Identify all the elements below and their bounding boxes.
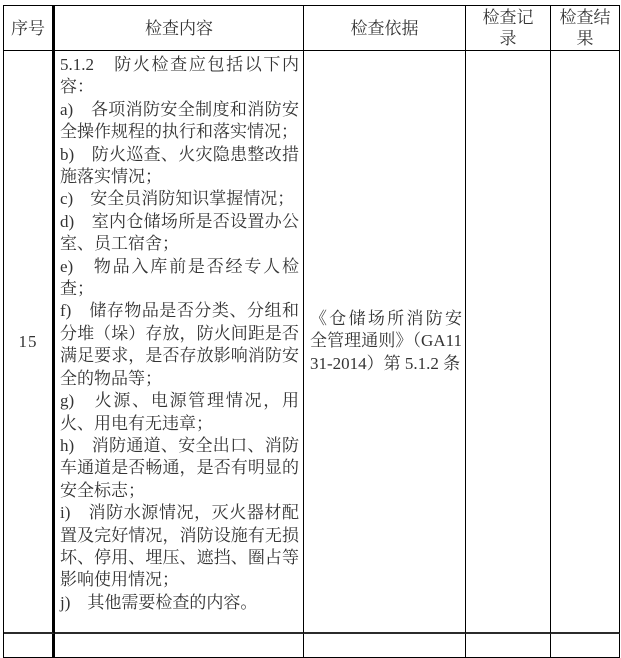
inspection-table (3, 5, 620, 658)
header-label-number: 序号 (11, 18, 45, 38)
header-cell-content (55, 6, 304, 51)
content-item-f: f) 储存物品是否分类、分组和分堆（垛）存放，防火间距是否满足要求，是否存放影响消防安全的物品等； (60, 301, 299, 388)
content-item-g: g) 火源、电源管理情况，用火、用电有无违章； (60, 391, 299, 433)
header-label-basis: 检查依据 (350, 18, 419, 38)
content-item-d: d) 室内仓储场所是否设置办公室、员工宿舍； (60, 211, 299, 254)
content-item-e: e) 物品入库前是否经专人检查； (60, 256, 299, 299)
content-item-a: a) 各项消防安全制度和消防安全操作规程的执行和落实情况； (60, 99, 299, 142)
cell-row-number (4, 51, 55, 634)
header-cell-basis (304, 6, 466, 51)
content-intro: 5.1.2 防火检查应包括以下内容： (60, 55, 299, 97)
header-cell-number (4, 6, 55, 51)
header-label-content: 检查内容 (145, 18, 213, 38)
content-item-j: j) 其他需要检查的内容。 (60, 592, 258, 612)
cell-inspection-basis (304, 51, 466, 634)
cell-inspection-record (466, 51, 551, 634)
content-item-i: i) 消防水源情况，灭火器材配置及完好情况，消防设施有无损坏、停用、埋压、遮挡、圈占等影响使用情况； (60, 503, 299, 590)
cell-inspection-content (55, 51, 304, 634)
content-item-b: b) 防火巡查、火灾隐患整改措施落实情况； (60, 144, 299, 187)
header-label-result: 检查结果 (559, 8, 611, 48)
content-item-h: h) 消防通道、安全出口、消防车通道是否畅通，是否有明显的安全标志； (60, 435, 299, 500)
basis-text: 《仓储场所消防安全管理通则》（GA1131-2014）第 5.1.2 条 (310, 308, 462, 373)
header-cell-result (551, 6, 620, 51)
header-label-record: 检查记录 (482, 8, 534, 48)
row-number: 15 (18, 331, 38, 351)
content-item-c: c) 安全员消防知识掌握情况； (60, 189, 295, 209)
header-cell-record (466, 6, 551, 51)
cell-inspection-result (551, 51, 620, 634)
